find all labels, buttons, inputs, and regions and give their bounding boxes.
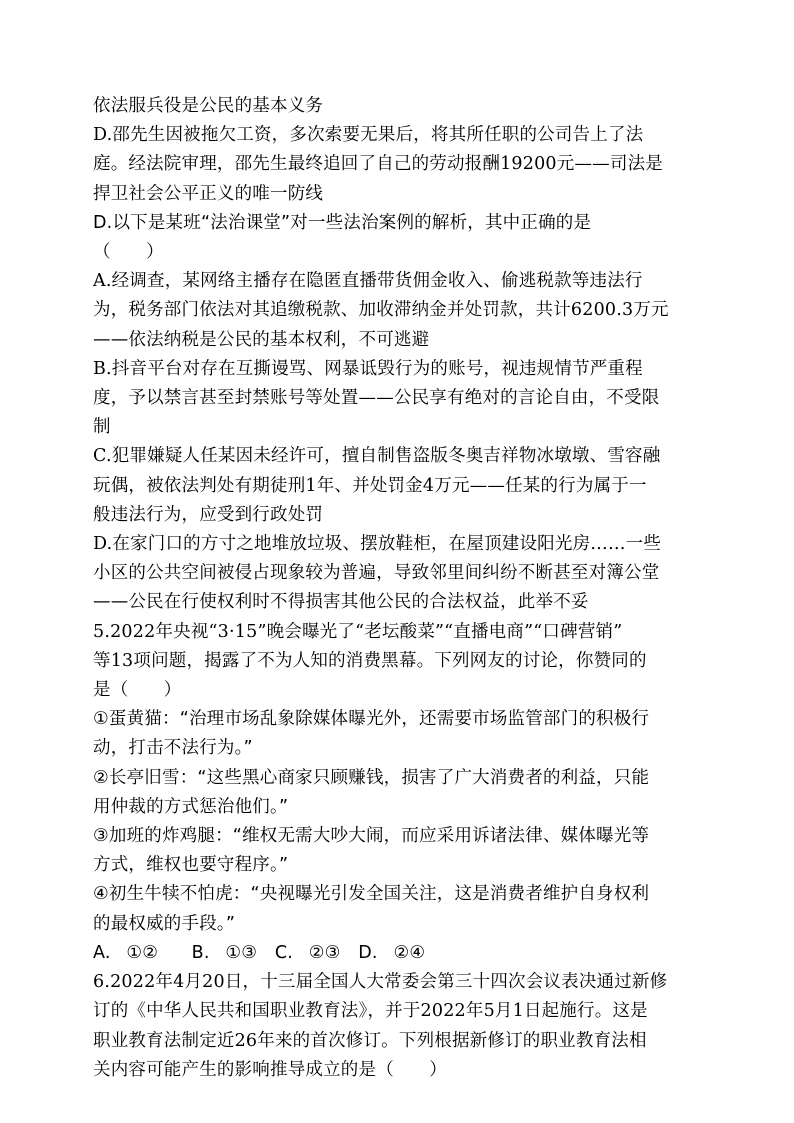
text-line: 方式，维权也要守程序。” (93, 855, 289, 876)
option-b-text-line: B.抖音平台对存在互撕谩骂、网暴诋毁行为的账号，视违规情节严重程 (93, 358, 643, 379)
statement-2-line: ②长亭旧雪：“这些黑心商家只顾赚钱，损害了广大消费者的利益，只能 (93, 767, 650, 788)
answer-options: A. ①② B. ①③ C. ②③ D. ②④ (93, 942, 426, 963)
question-5-stem: 5.2022年央视“3·15”晚会曝光了“老坛酸菜”“直播电商”“口碑营销” (93, 621, 623, 642)
text-line: 小区的公共空间被侵占现象较为普遍，导致邻里间纠纷不断甚至对簿公堂 (93, 563, 660, 584)
text-line: 是（ ） (93, 680, 182, 701)
question-4-stem: D.以下是某班“法治课堂”对一些法治案例的解析，其中正确的是 (93, 212, 592, 233)
text-line: 订的《中华人民共和国职业教育法》，并于2022年5月1日起施行。这是 (93, 1001, 648, 1022)
text-line: 用仲裁的方式惩治他们。” (93, 796, 289, 817)
text-line: 庭。经法院审理，邵先生最终追回了自己的劳动报酬19200元——司法是 (93, 154, 663, 175)
statement-1-line: ①蛋黄猫：“治理市场乱象除媒体曝光外，还需要市场监管部门的积极行 (93, 709, 650, 730)
option-a-text-line: A.经调查，某网络主播存在隐匿直播带货佣金收入、偷逃税款等违法行 (93, 271, 643, 292)
answer-bracket: （ ） (93, 242, 164, 263)
question-6-stem: 6.2022年4月20日，十三届全国人大常委会第三十四次会议表决通过新修 (93, 972, 668, 993)
text-line: 制 (93, 417, 111, 438)
document-body (93, 92, 705, 1085)
statement-3-line: ③加班的炸鸡腿：“维权无需大吵大闹，而应采用诉诸法律、媒体曝光等 (93, 826, 650, 847)
text-line: 等13项问题，揭露了不为人知的消费黑幕。下列网友的讨论，你赞同的 (93, 650, 647, 671)
option-d-text-line: D.在家门口的方寸之地堆放垃圾、摆放鞋柜，在屋顶建设阳光房……一些 (93, 534, 662, 555)
text-line: 般违法行为，应受到行政处罚 (93, 504, 324, 525)
text-line: 的最权威的手段。” (93, 913, 236, 934)
text-line: 动，打击不法行为。” (93, 738, 253, 759)
text-line: 玩偶，被依法判处有期徒刑1年、并处罚金4万元——任某的行为属于一 (93, 475, 647, 496)
text-line: 依法服兵役是公民的基本义务 (93, 96, 324, 116)
statement-4-line: ④初生牛犊不怕虎：“央视曝光引发全国关注，这是消费者维护自身权利 (93, 884, 650, 905)
text-line: 关内容可能产生的影响推导成立的是（ ） (93, 1059, 447, 1080)
text-line: 度，予以禁言甚至封禁账号等处置——公民享有绝对的言论自由，不受限 (93, 388, 660, 409)
text-line: 捍卫社会公平正义的唯一防线 (93, 183, 324, 204)
text-line: 职业教育法制定近26年来的首次修订。下列根据新修订的职业教育法相 (93, 1030, 647, 1051)
text-line: ——依法纳税是公民的基本权利，不可逃避 (93, 329, 430, 350)
text-line: ——公民在行使权利时不得损害其他公民的合法权益，此举不妥 (93, 592, 589, 613)
text-line: 为，税务部门依法对其追缴税款、加收滞纳金并处罚款，共计6200.3万元 (93, 300, 669, 321)
option-c-text-line: C.犯罪嫌疑人任某因未经许可，擅自制售盗版冬奥吉祥物冰墩墩、雪容融 (93, 446, 661, 467)
option-d-text-line: D.邵先生因被拖欠工资，多次索要无果后，将其所任职的公司告上了法 (93, 125, 644, 146)
